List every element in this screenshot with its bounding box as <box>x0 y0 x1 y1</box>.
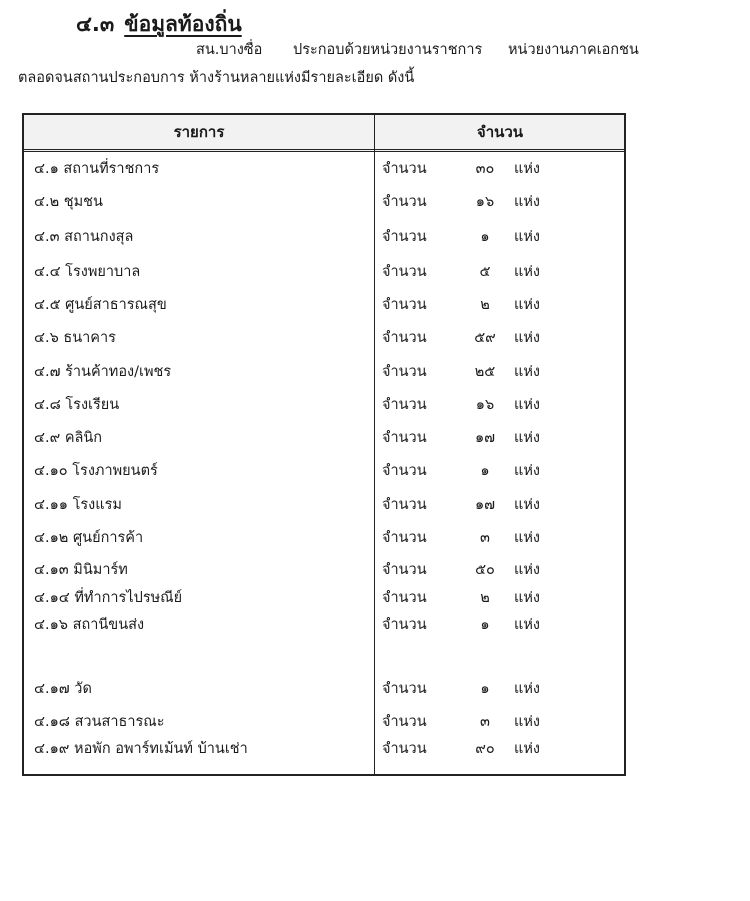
section-heading <box>76 8 242 41</box>
row-count: ๓ <box>480 530 490 546</box>
table-row <box>24 677 624 701</box>
data-table <box>22 113 626 776</box>
row-unit: แห่ง <box>514 330 540 346</box>
row-item: ๔.๗ ร้านค้าทอง/เพชร <box>34 364 172 380</box>
row-count: ๓ <box>480 714 490 730</box>
row-item: ๔.๑๒ ศูนย์การค้า <box>34 530 144 546</box>
row-count-label: จำนวน <box>382 364 427 380</box>
row-item: ๔.๑๔ ที่ทำการไปรษณีย์ <box>34 590 183 606</box>
table-row <box>24 459 624 483</box>
row-count: ๑ <box>480 681 490 697</box>
table-row <box>24 157 624 181</box>
intro-text: ประกอบด้วยหน่วยงานราชการ <box>293 42 483 58</box>
row-count: ๑ <box>480 463 490 479</box>
table-row <box>24 558 624 582</box>
row-unit: แห่ง <box>514 194 540 210</box>
row-item: ๔.๑๙ หอพัก อพาร์ทเม้นท์ บ้านเช่า <box>34 741 248 757</box>
row-count: ๑๗ <box>474 430 496 446</box>
row-item: ๔.๘ โรงเรียน <box>34 397 120 413</box>
row-unit: แห่ง <box>514 161 540 177</box>
row-unit: แห่ง <box>514 397 540 413</box>
row-count: ๑๖ <box>475 194 495 210</box>
intro-text: หน่วยงานภาคเอกชน <box>508 42 639 58</box>
row-item: ๔.๑๐ โรงภาพยนตร์ <box>34 463 158 479</box>
row-item: ๔.๕ ศูนย์สาธารณสุข <box>34 297 167 313</box>
table-row <box>24 190 624 214</box>
row-unit: แห่ง <box>514 430 540 446</box>
row-count: ๑ <box>480 229 490 245</box>
row-item: ๔.๑๘ สวนสาธารณะ <box>34 714 165 730</box>
table-row <box>24 737 624 761</box>
row-count: ๑๗ <box>474 497 496 513</box>
table-row <box>24 293 624 317</box>
row-item: ๔.๑๗ วัด <box>34 681 92 697</box>
row-count-label: จำนวน <box>382 497 427 513</box>
row-count-label: จำนวน <box>382 590 427 606</box>
row-unit: แห่ง <box>514 617 540 633</box>
section-number: ๔.๓ <box>76 12 115 36</box>
row-unit: แห่ง <box>514 497 540 513</box>
intro-line-2: ตลอดจนสถานประกอบการ ห้างร้านหลายแห่งมีรายละเอียด ดังนี้ <box>18 70 415 86</box>
row-unit: แห่ง <box>514 562 540 578</box>
row-count-label: จำนวน <box>382 617 427 633</box>
table-row <box>24 326 624 350</box>
row-item: ๔.๒ ชุมชน <box>34 194 103 210</box>
row-item: ๔.๑๖ สถานีขนส่ง <box>34 617 145 633</box>
row-item: ๔.๑ สถานที่ราชการ <box>34 161 160 177</box>
row-count-label: จำนวน <box>382 264 427 280</box>
row-count-label: จำนวน <box>382 741 427 757</box>
row-count-label: จำนวน <box>382 430 427 446</box>
row-count-label: จำนวน <box>382 530 427 546</box>
row-count-label: จำนวน <box>382 681 427 697</box>
row-count-label: จำนวน <box>382 397 427 413</box>
table-row <box>24 526 624 550</box>
row-unit: แห่ง <box>514 590 540 606</box>
row-unit: แห่ง <box>514 229 540 245</box>
intro-text: สน.บางซื่อ <box>196 42 263 58</box>
row-count: ๕๐ <box>475 562 495 578</box>
row-count: ๒๕ <box>474 364 496 380</box>
row-count: ๕๙ <box>474 330 496 346</box>
row-unit: แห่ง <box>514 714 540 730</box>
row-unit: แห่ง <box>514 264 540 280</box>
table-row <box>24 613 624 637</box>
row-count-label: จำนวน <box>382 714 427 730</box>
row-count-label: จำนวน <box>382 562 427 578</box>
header-count: จำนวน <box>476 123 524 141</box>
table-header <box>24 115 624 152</box>
row-unit: แห่ง <box>514 297 540 313</box>
table-row <box>24 493 624 517</box>
table-row <box>24 710 624 734</box>
row-item: ๔.๔ โรงพยาบาล <box>34 264 141 280</box>
header-item: รายการ <box>173 123 225 141</box>
row-item: ๔.๖ ธนาคาร <box>34 330 116 346</box>
row-unit: แห่ง <box>514 530 540 546</box>
table-row <box>24 393 624 417</box>
table-row <box>24 586 624 610</box>
row-count: ๕ <box>479 264 491 280</box>
row-item: ๔.๓ สถานกงสุล <box>34 229 134 245</box>
row-count-label: จำนวน <box>382 463 427 479</box>
row-item: ๔.๑๑ โรงแรม <box>34 497 122 513</box>
table-row <box>24 225 624 249</box>
row-count: ๙๐ <box>475 741 495 757</box>
row-unit: แห่ง <box>514 681 540 697</box>
section-title: ข้อมูลท้องถิ่น <box>124 12 242 36</box>
table-row <box>24 360 624 384</box>
row-item: ๔.๙ คลินิก <box>34 430 103 446</box>
row-unit: แห่ง <box>514 364 540 380</box>
row-count: ๑ <box>480 617 490 633</box>
row-count-label: จำนวน <box>382 297 427 313</box>
row-count-label: จำนวน <box>382 229 427 245</box>
row-count: ๒ <box>480 590 490 606</box>
row-count: ๑๖ <box>475 397 495 413</box>
row-item: ๔.๑๓ มินิมาร์ท <box>34 562 128 578</box>
row-count: ๓๐ <box>475 161 495 177</box>
row-count-label: จำนวน <box>382 194 427 210</box>
row-unit: แห่ง <box>514 463 540 479</box>
row-count-label: จำนวน <box>382 330 427 346</box>
table-row <box>24 426 624 450</box>
table-row <box>24 260 624 284</box>
row-count-label: จำนวน <box>382 161 427 177</box>
row-count: ๒ <box>480 297 490 313</box>
row-unit: แห่ง <box>514 741 540 757</box>
